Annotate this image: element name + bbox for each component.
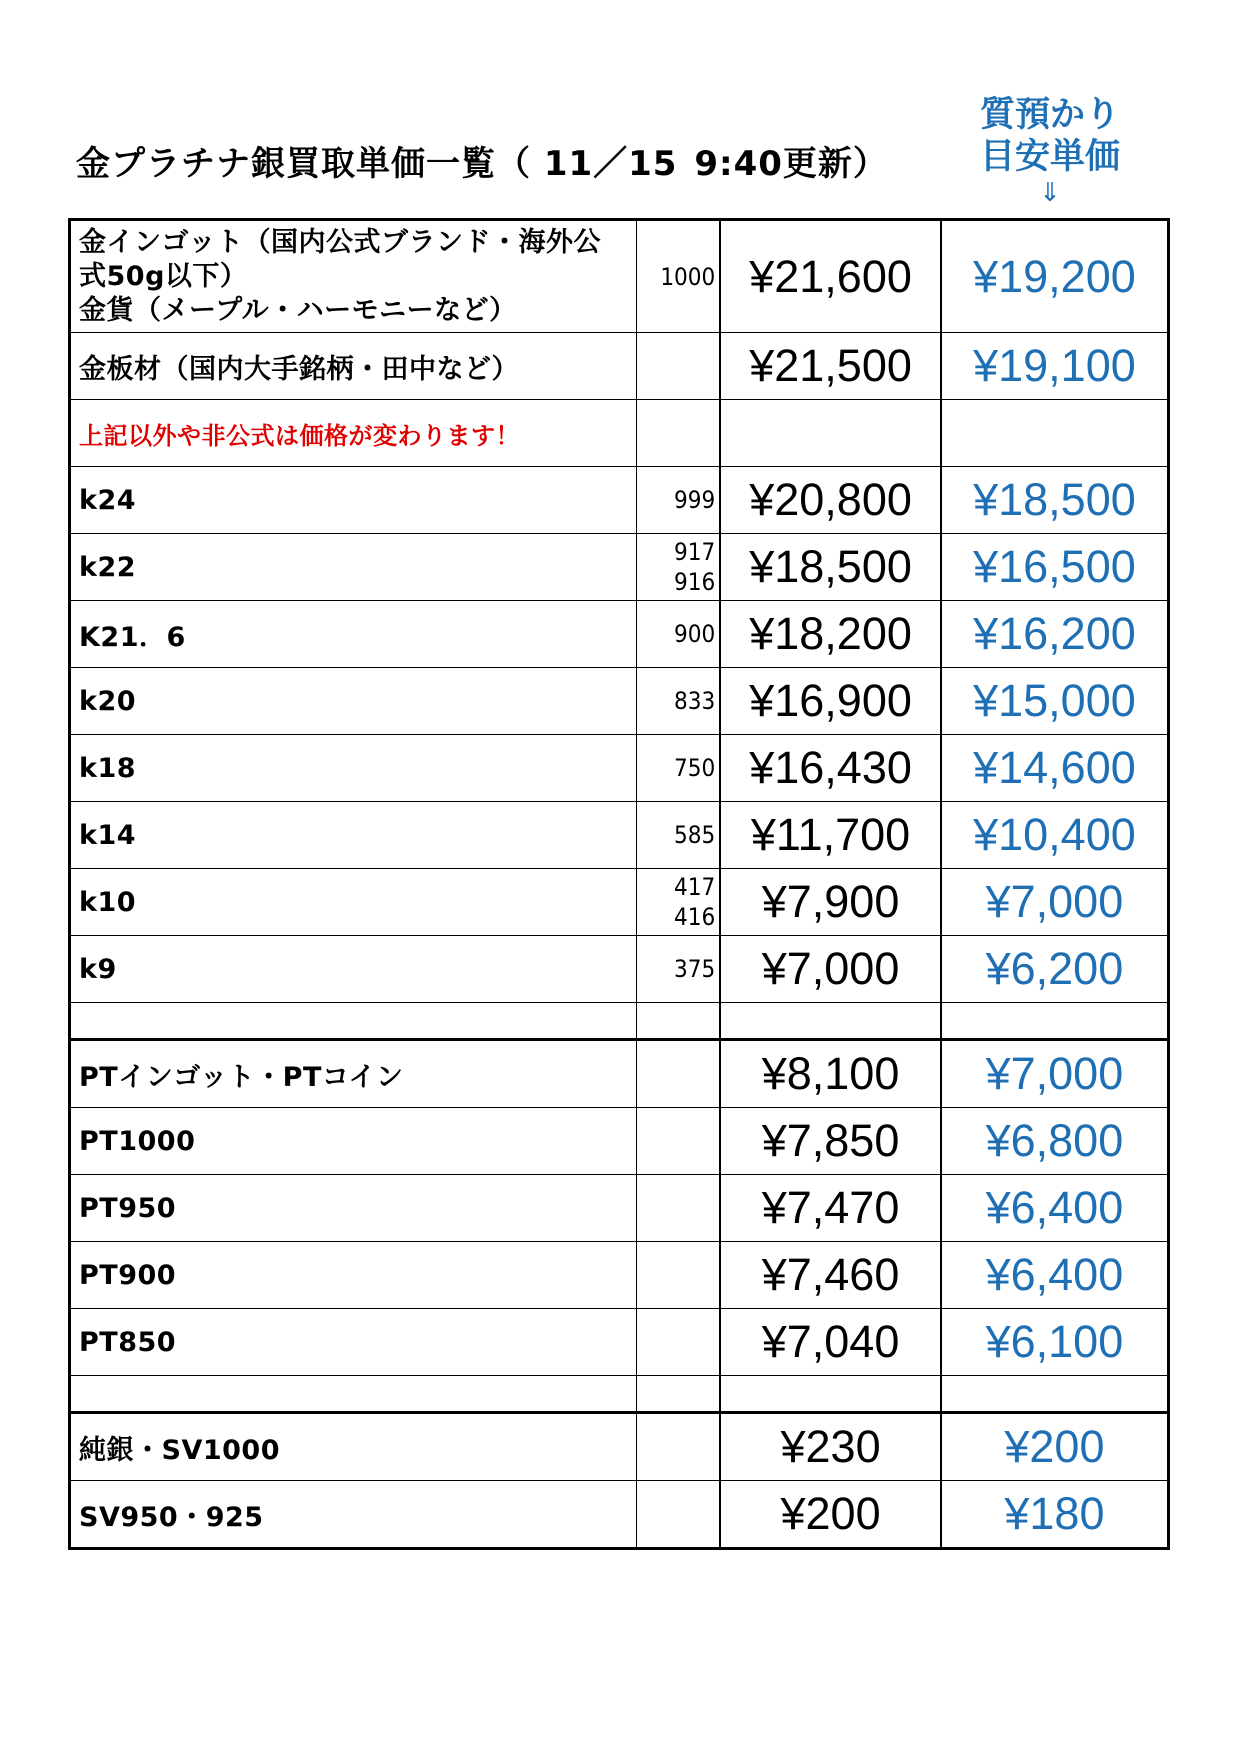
buy-price: ¥21,500	[720, 333, 941, 400]
buy-price: ¥200	[720, 1481, 941, 1549]
item-name: k20	[70, 668, 637, 735]
pawn-price: ¥16,200	[941, 601, 1169, 668]
buy-price: ¥7,470	[720, 1175, 941, 1242]
table-row	[70, 1413, 1169, 1481]
item-name-line: 式50g以下）	[79, 260, 248, 292]
table-row	[70, 802, 1169, 869]
item-name: K21．6	[70, 601, 637, 668]
empty-cell	[70, 1003, 637, 1040]
buy-price: ¥18,200	[720, 601, 941, 668]
table-row	[70, 467, 1169, 534]
item-purity: 585	[636, 802, 720, 869]
down-arrow-icon: ⇓	[1039, 178, 1061, 208]
table-row	[70, 1242, 1169, 1309]
item-name: 純銀・SV1000	[70, 1413, 637, 1481]
pawn-price: ¥19,200	[941, 220, 1169, 333]
price-notice: 上記以外や非公式は価格が変わります！	[70, 400, 637, 467]
item-name: k9	[70, 936, 637, 1003]
pawn-price: ¥14,600	[941, 735, 1169, 802]
pawn-price: ¥7,000	[941, 869, 1169, 936]
buy-price: ¥230	[720, 1413, 941, 1481]
pawn-price: ¥16,500	[941, 534, 1169, 601]
item-name: 金板材（国内大手銘柄・田中など）	[70, 333, 637, 400]
table-row	[70, 1481, 1169, 1549]
buy-price: ¥20,800	[720, 467, 941, 534]
empty-cell	[720, 1376, 941, 1413]
buy-price: ¥16,430	[720, 735, 941, 802]
item-purity	[636, 1481, 720, 1549]
pawn-price: ¥7,000	[941, 1040, 1169, 1108]
buy-price: ¥7,850	[720, 1108, 941, 1175]
item-purity	[636, 1040, 720, 1108]
item-purity: 375	[636, 936, 720, 1003]
pawn-price: ¥6,200	[941, 936, 1169, 1003]
item-purity: 999	[636, 467, 720, 534]
item-purity: 900	[636, 601, 720, 668]
buy-price: ¥7,460	[720, 1242, 941, 1309]
update-time: 9:40更新）	[694, 144, 888, 184]
purity-value: 417	[674, 873, 716, 901]
pawn-column-header	[960, 94, 1140, 208]
item-purity	[636, 1309, 720, 1376]
buy-price: ¥18,500	[720, 534, 941, 601]
pawn-price: ¥19,100	[941, 333, 1169, 400]
item-name: PT950	[70, 1175, 637, 1242]
purity-value: 916	[674, 568, 716, 596]
buy-price: ¥21,600	[720, 220, 941, 333]
item-purity	[636, 869, 720, 936]
table-row	[70, 1309, 1169, 1376]
buy-price: ¥7,040	[720, 1309, 941, 1376]
item-purity: 1000	[636, 220, 720, 333]
empty-cell	[941, 1003, 1169, 1040]
table-row	[70, 1108, 1169, 1175]
item-purity: 833	[636, 668, 720, 735]
pawn-price: ¥15,000	[941, 668, 1169, 735]
pawn-header-line1: 質預かり	[979, 95, 1120, 135]
buy-price: ¥8,100	[720, 1040, 941, 1108]
buy-price: ¥7,900	[720, 869, 941, 936]
table-row	[70, 869, 1169, 936]
pawn-price: ¥6,100	[941, 1309, 1169, 1376]
empty-cell	[941, 1376, 1169, 1413]
table-row	[70, 1040, 1169, 1108]
item-purity	[636, 534, 720, 601]
buy-price: ¥16,900	[720, 668, 941, 735]
empty-cell	[70, 1376, 637, 1413]
item-name: k18	[70, 735, 637, 802]
pawn-price	[941, 400, 1169, 467]
pawn-price: ¥6,400	[941, 1242, 1169, 1309]
table-row	[70, 1175, 1169, 1242]
pawn-price: ¥18,500	[941, 467, 1169, 534]
item-name: k24	[70, 467, 637, 534]
table-row	[70, 534, 1169, 601]
item-purity: 750	[636, 735, 720, 802]
item-name: k14	[70, 802, 637, 869]
buy-price	[720, 400, 941, 467]
item-name: SV950・925	[70, 1481, 637, 1549]
item-name: PTインゴット・PTコイン	[70, 1040, 637, 1108]
empty-cell	[636, 1376, 720, 1413]
pawn-price: ¥200	[941, 1413, 1169, 1481]
pawn-header-line2: 目安単価	[979, 137, 1120, 177]
price-table	[68, 218, 1170, 1550]
spacer-row	[70, 1003, 1169, 1040]
item-purity	[636, 1242, 720, 1309]
buy-price: ¥7,000	[720, 936, 941, 1003]
item-name	[70, 220, 637, 333]
item-name-line: 金貨（メープル・ハーモニーなど）	[79, 294, 517, 326]
item-purity	[636, 400, 720, 467]
item-name: PT900	[70, 1242, 637, 1309]
spacer-row	[70, 1376, 1169, 1413]
table-row	[70, 601, 1169, 668]
table-row	[70, 220, 1169, 333]
buy-price: ¥11,700	[720, 802, 941, 869]
pawn-price: ¥6,400	[941, 1175, 1169, 1242]
empty-cell	[720, 1003, 941, 1040]
table-row	[70, 668, 1169, 735]
item-name: k10	[70, 869, 637, 936]
item-purity	[636, 333, 720, 400]
item-purity	[636, 1108, 720, 1175]
item-name: k22	[70, 534, 637, 601]
pawn-price: ¥6,800	[941, 1108, 1169, 1175]
table-row	[70, 735, 1169, 802]
table-row	[70, 400, 1169, 467]
pawn-price: ¥10,400	[941, 802, 1169, 869]
item-name: PT850	[70, 1309, 637, 1376]
item-name-line: 金インゴット（国内公式ブランド・海外公	[79, 226, 601, 258]
page-title	[76, 136, 888, 185]
item-name: PT1000	[70, 1108, 637, 1175]
table-row	[70, 936, 1169, 1003]
table-row	[70, 333, 1169, 400]
pawn-price: ¥180	[941, 1481, 1169, 1549]
empty-cell	[636, 1003, 720, 1040]
purity-value: 416	[674, 903, 716, 931]
title-text: 金プラチナ銀買取単価一覧（ 11／15	[76, 144, 678, 184]
item-purity	[636, 1175, 720, 1242]
item-purity	[636, 1413, 720, 1481]
purity-value: 917	[674, 538, 716, 566]
